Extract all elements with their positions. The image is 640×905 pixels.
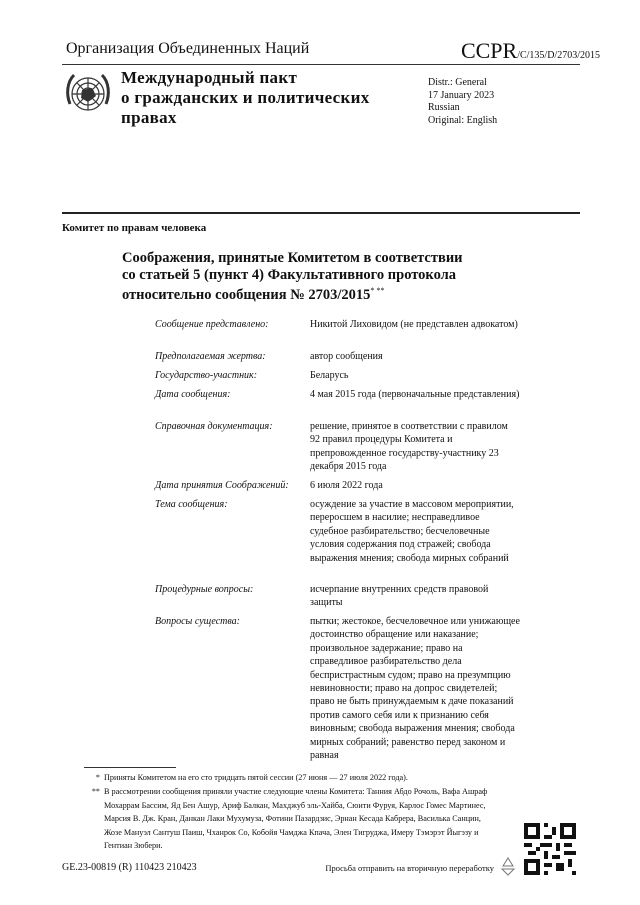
heading-line: относительно сообщения № 2703/2015 xyxy=(122,286,371,303)
footnote-mark: ** xyxy=(91,787,100,796)
recycle-note: Просьба отправить на вторичную переработку xyxy=(325,863,494,873)
field-label: Дата принятия Соображений: xyxy=(155,480,289,491)
title-line: Международный пакт xyxy=(121,68,298,87)
field-value: 4 мая 2015 года (первоначальные представления) xyxy=(310,389,520,400)
distribution-date: 17 January 2023 xyxy=(428,89,495,101)
field-value: решение, принятое в соответствии с правилом 92 правил процедуры Комитета и препровожденное государству-участнику 23 декабря 2015 года xyxy=(310,421,508,473)
un-emblem-icon xyxy=(62,68,114,120)
distribution-line: Distr.: General xyxy=(428,77,487,88)
document-heading xyxy=(122,250,522,303)
distribution-language: Russian xyxy=(428,102,460,113)
field-value: пытки; жестокое, бесчеловечное или унижающее достоинство обращение или наказание; произвольное задержание; право на справедливое разбирательство дела беспристрастным судом; право на презумпцию невиновности; право на допрос свидетелей; право не быть принуждаемым к даче показаний против самого себя или к признанию себя виновным; свобода выражения мнения; свобода мирных собраний; равенство перед законом и равная xyxy=(310,616,520,762)
organization-name: Организация Объединенных Наций xyxy=(66,40,310,57)
field-value: 6 июля 2022 года xyxy=(310,480,383,491)
field-value: осуждение за участие в массовом мероприятии, переросшем в насилие; несправедливое судебное разбирательство; бесчеловечные условия содержания под стражей; свобода выражения мнения; свобода мирных собраний xyxy=(310,499,514,564)
field-label: Предполагаемая жертва: xyxy=(155,351,266,362)
covenant-title xyxy=(121,68,370,128)
document-symbol xyxy=(461,38,600,64)
field-value: Никитой Лиховидом (не представлен адвокатом) xyxy=(310,319,518,330)
field-value: автор сообщения xyxy=(310,351,383,362)
footnote xyxy=(84,771,504,785)
field-label: Справочная документация: xyxy=(155,421,273,432)
footnote-marks: * ** xyxy=(370,286,385,295)
distribution-original: Original: English xyxy=(428,114,498,126)
heading-line: Соображения, принятые Комитетом в соответствии xyxy=(122,250,463,266)
field-label: Государство-участник: xyxy=(155,370,258,381)
footnote-text: Приняты Комитетом на его сто тридцать пятой сессии (27 июня — 27 июля 2022 года). xyxy=(104,773,408,782)
symbol-main: CCPR xyxy=(460,38,518,63)
job-number: GE.23-00819 (R) 110423 210423 xyxy=(62,862,197,873)
title-line: о гражданских и политических xyxy=(121,88,370,107)
field-value: исчерпание внутренних средств правовой защиты xyxy=(310,584,489,609)
field-label: Сообщение представлено: xyxy=(155,319,269,330)
footnote-mark: * xyxy=(95,773,100,782)
title-line: правах xyxy=(121,108,177,127)
field-label: Дата сообщения: xyxy=(155,389,231,400)
recycle-icon xyxy=(498,856,518,876)
field-label: Вопросы существа: xyxy=(155,616,240,627)
field-value: Беларусь xyxy=(310,370,349,381)
field-label: Тема сообщения: xyxy=(155,499,228,510)
section-divider xyxy=(62,212,580,214)
heading-line: со статьей 5 (пункт 4) Факультативного протокола xyxy=(122,266,457,283)
qr-code-icon xyxy=(524,823,576,875)
field-label: Процедурные вопросы: xyxy=(155,584,254,595)
distribution-info xyxy=(428,77,497,127)
footnote-text: В рассмотрении сообщения приняли участие следующие члены Комитета: Танния Абдо Рочоль, Вафа Ашраф Мохаррам Бассим, Яд Бен Ашур, Ариф Балкан, Махджуб эль-Хайба, Сюити Фуруя, Карлос Гомес Мартинес, Марсия В. Дж. Кран, Данкан Лаки Мухумуза, Фотини Пазардзис, Эрнан Кесада Кабрера, Василька Санцин, Жозе Мануэл Сантуш Паиш, Чханрок Со, Кобойя Чамджа Кпача, Элен Тигруджа, Имеру Тэмэрэт Йыгэзу и Гентиан Зюбери. xyxy=(104,787,488,850)
committee-name: Комитет по правам человека xyxy=(62,222,207,234)
symbol-suffix: /C/135/D/2703/2015 xyxy=(517,50,600,61)
header-divider xyxy=(62,64,580,65)
footnote-separator xyxy=(84,767,176,768)
footnote xyxy=(84,785,504,853)
